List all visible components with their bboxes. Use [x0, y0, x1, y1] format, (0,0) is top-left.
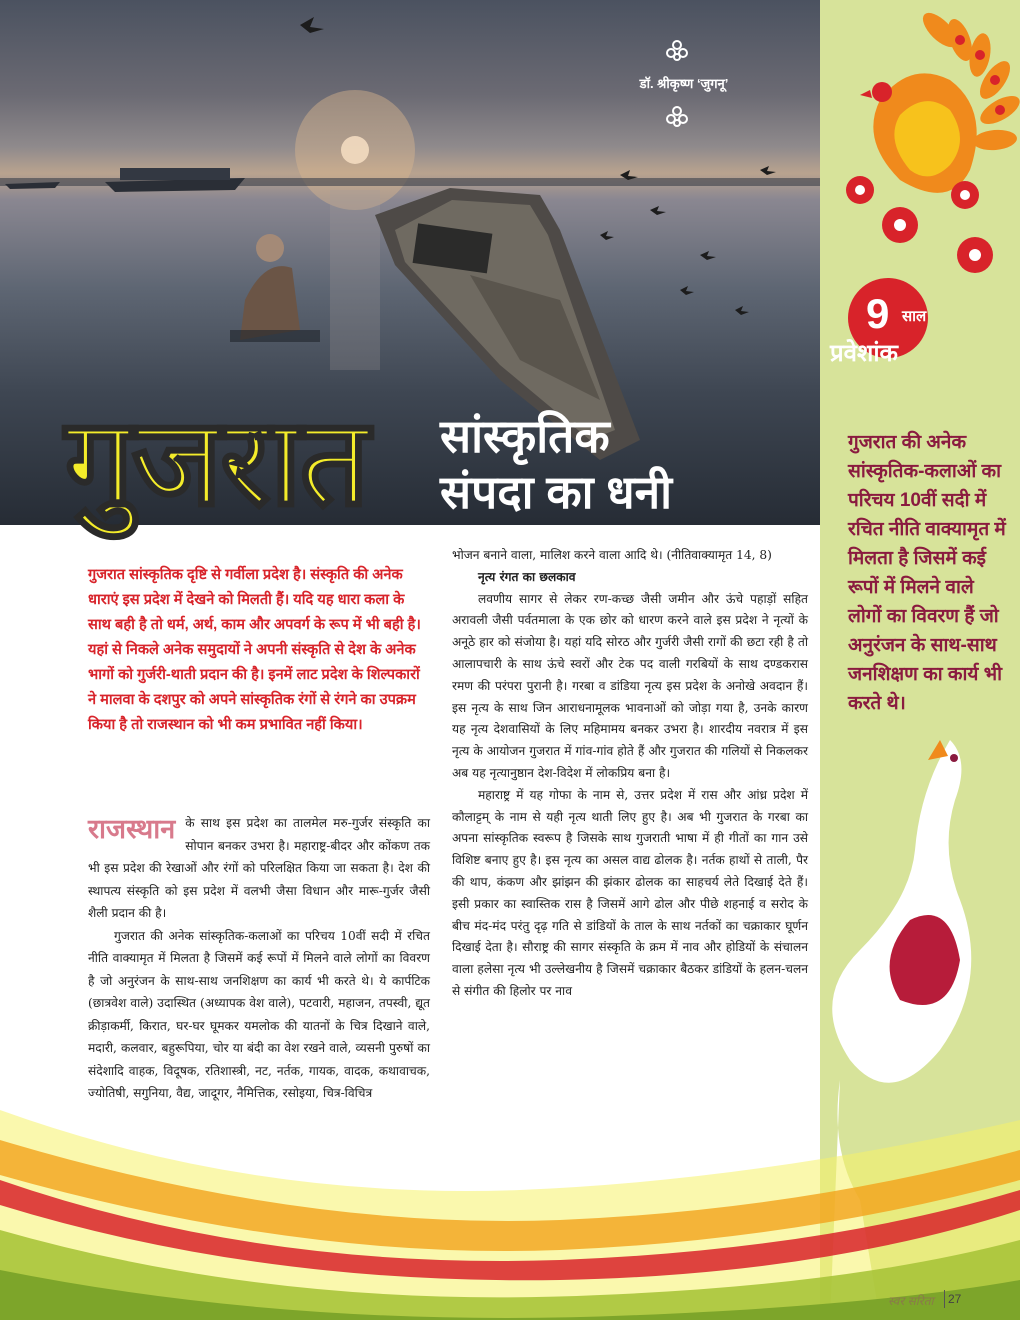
magazine-name: स्वर सरिता [888, 1294, 934, 1308]
badge-number: 9 [866, 290, 890, 337]
decorative-waves [0, 1080, 1020, 1320]
flower-ornament-icon [664, 104, 690, 130]
flower-ornament-icon [664, 38, 690, 64]
article-title: गुजरात [65, 394, 368, 530]
body-paragraph: गुजरात की अनेक सांस्कृतिक-कलाओं का परिचय 10वीं सदी में रचित नीति वाक्यामृत में मिलता है जिसमें कई रूपों में मिलने वाले लोगों का विवरण है जो अनुरंजन के साथ-साथ जनशिक्षण का कार्य भी करते थे। ये कार्पटिक (छात्रवेश वाले) उदास्थित (अध्यापक वेश वाले), पटवारी, महाजन, तपस्वी, द्यूत क्रीड़ाकर्मी, किरात, घर-घर घूमकर यमलोक की यातनों के चित्र दिखाने वाले, मदारी, कलवार, बहुरूपिया, चोर या बंदी का वेश रखने वाले, व्यसनी पुरुषों का संदेशादि वाहक, विदूषक, रतिशास्त्री, नट, नर्तक, गायक, वादक, कथावाचक, ज्योतिषी, सगुनिया, वैद्य, जादूगर, नैमित्तिक, रसोइया, चित्र-विचित्र [88, 928, 430, 1100]
body-paragraph: लवणीय सागर से लेकर रण-कच्छ जैसी जमीन और ऊंचे पहाड़ों सहित अरावली जैसी पर्वतमाला के एक छोर को धारण करने वाले इस प्रदेश ने नृत्यों के अनूठे हार को संजोया है। यहां यदि सोरठ और गुर्जरी जैसी रागों की छटा रही है तो आलापचारी के साथ ऊंचे स्वरों और टेक पद वाली गरबियों के साथ दण्डकरास रमण की परंपरा पुरानी है। गरबा व डांडिया नृत्य इस प्रदेश के अनोखे अवदान हैं। इस नृत्य के साथ जिन आराधनामूलक भावनाओं को जोड़ा गया है, उनके कारण यह नृत्य देशवासियों के लिए महिमामय बनकर उभरा है। शारदीय नवरात्र में इस नृत्य के आयोजन गुजरात में गांव-गांव होते हैं और गुजरात की गलियों से निकलकर अब यह नृत्यानुष्ठान देश-विदेश में लोकप्रिय बना है। [452, 591, 808, 780]
subtitle-line-1: सांस्कृतिक [440, 410, 610, 462]
subtitle-line-2: संपदा का धनी [440, 466, 673, 518]
page-number: 27 [948, 1292, 962, 1306]
left-column [88, 812, 430, 1105]
section-heading: नृत्य रंगत का छलकाव [478, 569, 576, 584]
body-paragraph: महाराष्ट्र में यह गोफा के नाम से, उत्तर प्रदेश में रास और आंध्र प्रदेश में कौलाट्टम् के नाम से यही नृत्य थाती लिए हुए है। अब भी गुजरात के गरबा का अपना सांस्कृतिक स्वरूप है जिसके साथ गुजराती भाषा में ही गीतों का गान उसे विशिष्ट बनाए हुए है। इस नृत्य का असल वाद्य ढोलक है। नर्तक हाथों से ताली, पैर की थाप, कंकण और झांझन की झंकार ढोलक का साहचर्य लेते दिखाई देते हैं। इसी प्रकार का स्वास्तिक रास है जिसमें आगे ढोल और पीछे शहनाई व सरोद के बीच मंद-मंद परंतु दृढ़ गति से डांडियों के ताल के साथ नर्तकों का चक्राकार घूर्णन दिखाई देता है। सौराष्ट्र की सागर संस्कृति के क्रम में नाव और होडियों के संचालन वाला हलेसा नृत्य भी उल्लेखनीय है जिसमें चक्राकार बैठकर डांडियों के हलन-चलन से संगीत की हिलोर पर नाव [452, 787, 808, 998]
right-column [452, 545, 808, 1003]
intro-paragraph: गुजरात सांस्कृतिक दृष्टि से गर्वीला प्रदेश है। संस्कृति की अनेक धाराएं इस प्रदेश में देखने को मिलती हैं। यदि यह धारा कला के साथ बही है तो धर्म, अर्थ, काम और अपवर्ग के रूप में भी बही है। यहां से निकले अनेक समुदायों ने अपनी संस्कृति से देश के अनेक भागों को गुर्जरी-थाती प्रदान की है। इनमें लाट प्रदेश के शिल्पकारों ने मालवा के दशपुर को अपने सांस्कृतिक रंगों से रंगने का उपक्रम किया है तो राजस्थान को भी कम प्रभावित नहीं किया। [88, 567, 421, 733]
badge-label: प्रवेशांक [830, 340, 898, 367]
body-paragraph: भोजन बनाने वाला, मालिश करने वाला आदि थे। (नीतिवाक्यामृत 14, 8) [452, 548, 772, 562]
badge-unit: साल [902, 308, 927, 325]
footer-divider [944, 1290, 945, 1308]
author-byline: डॉ. श्रीकृष्ण ‘जुगनू’ [639, 76, 729, 91]
sidebar-quote: गुजरात की अनेक सांस्कृतिक-कलाओं का परिचय 10वीं सदी में रचित नीति वाक्यामृत में मिलता है जिसमें कई रूपों में मिलने वाले लोगों का विवरण हैं जो अनुरंजन के साथ-साथ जनशिक्षण का कार्य भी करते थे। [848, 432, 1006, 714]
article-subtitle [440, 408, 672, 520]
body-paragraph: के साथ इस प्रदेश का तालमेल मरु-गुर्जर संस्कृति का सोपान बनकर उभरा है। महाराष्ट्र-बीदर और कोंकण तक भी इस प्रदेश की रेखाओं और रंगों को परिलक्षित किया जा सकता है। देश की स्थापत्य संस्कृति को इस प्रदेश में वलभी जैसा विधान और मारू-गुर्जर जैसी शैली प्रदान की है। [88, 816, 430, 920]
anniversary-badge [826, 284, 950, 388]
dropcap-word: राजस्थान [88, 814, 176, 844]
